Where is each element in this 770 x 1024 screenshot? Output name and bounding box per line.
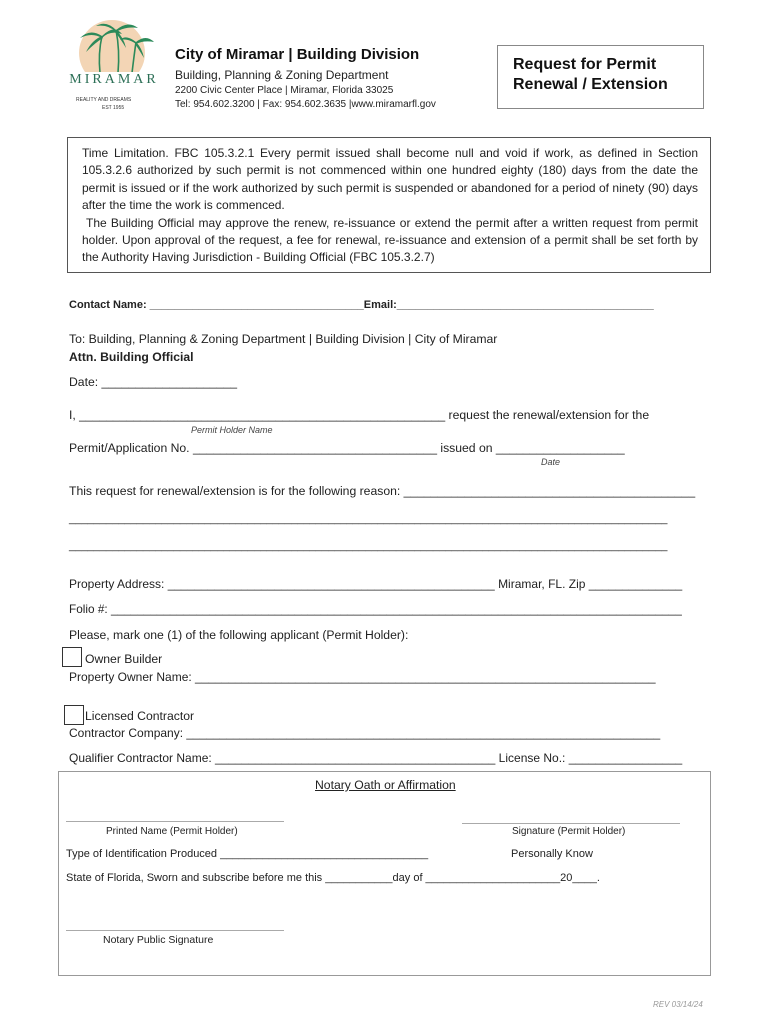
form-title-line1: Request for Permit <box>513 56 657 73</box>
folio-field[interactable]: Folio #: _______________________________________________________________________________________ <box>69 602 682 616</box>
reason-field[interactable]: This request for renewal/extension is for the following reason: ___________________________________________ <box>69 484 696 498</box>
sworn-statement-field[interactable]: State of Florida, Sworn and subscribe before me this ___________day of ______________________20____. <box>66 872 600 884</box>
to-line: To: Building, Planning & Zoning Department | Building Division | City of Miramar <box>69 332 498 346</box>
header-contact: Tel: 954.602.3200 | Fax: 954.602.3635 |www.miramarfl.gov <box>175 99 436 110</box>
qualifier-license-field[interactable]: Qualifier Contractor Name: __________________________________________ License No.: _________________ <box>69 751 683 765</box>
notice-paragraph-2: The Building Official may approve the renew, re-issuance or extend the permit after a written request from permit holder. Upon approval of the request, a fee for renewal, re-issuance and extension of a permit shall be set forth by the Authority Having Jurisdiction - Building Official (FBC 105.3.2.7) <box>82 215 698 265</box>
notary-heading: Notary Oath or Affirmation <box>315 778 456 792</box>
reason-line-2[interactable]: _________________________________________________________________________________________________ <box>69 513 668 525</box>
applicant-instruction: Please, mark one (1) of the following applicant (Permit Holder): <box>69 628 409 642</box>
time-limitation-notice <box>67 137 711 273</box>
city-logo <box>62 18 167 116</box>
permit-holder-caption: Permit Holder Name <box>191 425 273 435</box>
notary-public-signature-caption: Notary Public Signature <box>103 934 214 946</box>
contact-email-field[interactable]: Contact Name: ___________________________________Email:__________________________________________ <box>69 299 654 311</box>
date-field[interactable]: Date: ____________________ <box>69 375 238 389</box>
permit-number-field[interactable]: Permit/Application No. ____________________________________ issued on ___________________ <box>69 441 625 455</box>
owner-builder-checkbox[interactable] <box>62 647 82 667</box>
reason-line-3[interactable]: _________________________________________________________________________________________________ <box>69 540 668 552</box>
owner-builder-label: Owner Builder <box>85 652 163 666</box>
logo-tagline: REALITY AND DREAMS <box>76 97 132 103</box>
licensed-contractor-checkbox[interactable] <box>64 705 84 725</box>
licensed-contractor-label: Licensed Contractor <box>85 709 195 723</box>
header-title: City of Miramar | Building Division <box>175 46 420 63</box>
logo-wordmark: MIRAMAR <box>64 72 164 88</box>
form-title <box>497 45 704 109</box>
identification-field[interactable]: Type of Identification Produced __________________________________ <box>66 848 429 860</box>
permit-holder-field[interactable]: I, ______________________________________________________ request the renewal/extension for the <box>69 408 650 422</box>
notice-paragraph-1: Time Limitation. FBC 105.3.2.1 Every permit issued shall become null and void if work, as defined in Section 105.3.2.6 authorized by such permit is not commenced within one hundred eighty (180) days from the date the permit is issued or if the work authorized by such permit is suspended or abandoned for a period of ninety (90) days after the time the work is commenced. <box>82 146 698 213</box>
header-department: Building, Planning & Zoning Department <box>175 68 389 82</box>
printed-name-line[interactable] <box>66 821 284 822</box>
printed-name-caption: Printed Name (Permit Holder) <box>106 826 238 837</box>
property-address-field[interactable]: Property Address: _________________________________________________ Miramar, FL. Zip ______________ <box>69 577 683 591</box>
logo-est: EST 1955 <box>102 105 125 111</box>
property-owner-field[interactable]: Property Owner Name: _____________________________________________________________________ <box>69 670 656 684</box>
contractor-company-field[interactable]: Contractor Company: _______________________________________________________________________ <box>69 726 661 740</box>
header-address: 2200 Civic Center Place | Miramar, Florida 33025 <box>175 85 394 96</box>
personally-know-label: Personally Know <box>511 848 593 860</box>
signature-caption: Signature (Permit Holder) <box>512 826 626 837</box>
revision-label: REV 03/14/24 <box>653 1000 703 1009</box>
form-title-line2: Renewal / Extension <box>513 76 668 93</box>
issued-date-caption: Date <box>541 457 561 467</box>
attn-line: Attn. Building Official <box>69 350 194 364</box>
signature-line[interactable] <box>462 823 680 824</box>
notary-signature-line[interactable] <box>66 930 284 931</box>
